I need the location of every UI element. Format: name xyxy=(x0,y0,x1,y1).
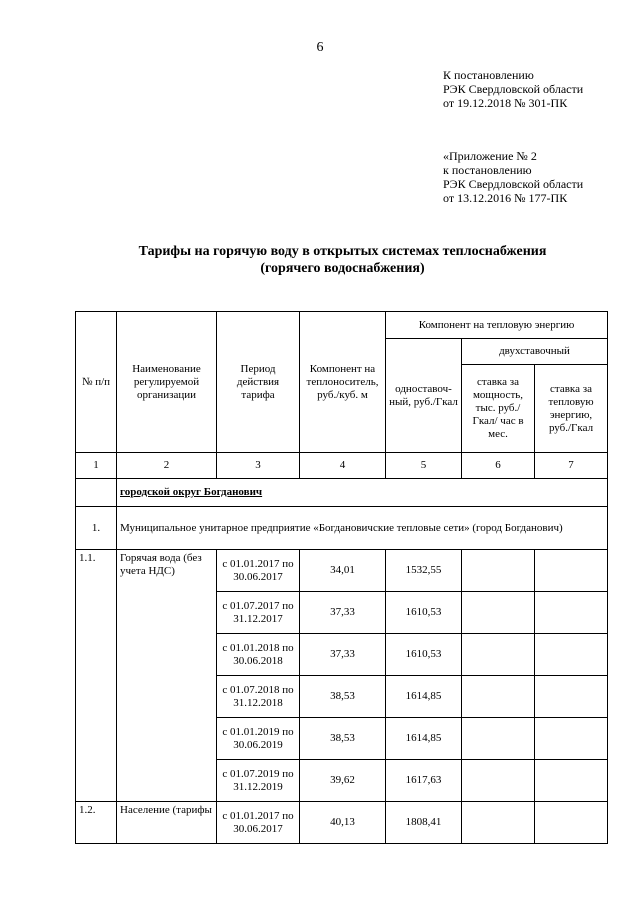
carrier-cell: 37,33 xyxy=(300,592,386,634)
carrier-cell: 39,62 xyxy=(300,760,386,802)
header-org: Наименование регулируемой организации xyxy=(117,312,217,453)
period-cell: с 01.01.2018 по 30.06.2018 xyxy=(217,634,300,676)
period-cell: с 01.07.2019 по 31.12.2019 xyxy=(217,760,300,802)
row-num: 1.2. xyxy=(76,802,117,844)
header-carrier: Компонент на теплоноситель, руб./куб. м xyxy=(300,312,386,453)
carrier-cell: 34,01 xyxy=(300,550,386,592)
col-number: 4 xyxy=(300,453,386,479)
period-cell: с 01.01.2017 по 30.06.2017 xyxy=(217,802,300,844)
section-num-cell xyxy=(76,479,117,507)
col-number: 3 xyxy=(217,453,300,479)
header-num: № п/п xyxy=(76,312,117,453)
header-energy-rate: ставка за тепловую энергию, руб./Гкал xyxy=(535,365,608,453)
document-title xyxy=(60,243,625,277)
col-number: 5 xyxy=(386,453,462,479)
header-two-part: двухставочный xyxy=(462,339,608,365)
col-number: 7 xyxy=(535,453,608,479)
header-energy: Компонент на тепловую энергию xyxy=(386,312,608,339)
tariff-table xyxy=(75,311,608,844)
col-number: 1 xyxy=(76,453,117,479)
one-part-cell: 1617,63 xyxy=(386,760,462,802)
page-number: 6 xyxy=(316,40,324,55)
period-cell: с 01.01.2019 по 30.06.2019 xyxy=(217,718,300,760)
one-part-cell: 1610,53 xyxy=(386,592,462,634)
tariff-row xyxy=(76,550,608,592)
period-cell: с 01.01.2017 по 30.06.2017 xyxy=(217,550,300,592)
header-one-part: одноставоч-ный, руб./Гкал xyxy=(386,339,462,453)
one-part-cell: 1532,55 xyxy=(386,550,462,592)
capacity-cell xyxy=(462,592,535,634)
appendix-reference: «Приложение № 2 к постановлению РЭК Свердловской области от 13.12.2016 № 177-ПК xyxy=(443,149,584,205)
capacity-cell xyxy=(462,718,535,760)
row-org-name: Горячая вода (без учета НДС) xyxy=(117,550,217,802)
energy-rate-cell xyxy=(535,676,608,718)
energy-rate-cell xyxy=(535,634,608,676)
section-title: городской округ Богданович xyxy=(117,479,608,507)
energy-rate-cell xyxy=(535,592,608,634)
energy-rate-cell xyxy=(535,718,608,760)
one-part-cell: 1614,85 xyxy=(386,676,462,718)
energy-rate-cell xyxy=(535,802,608,844)
capacity-cell xyxy=(462,802,535,844)
period-cell: с 01.07.2018 по 31.12.2018 xyxy=(217,676,300,718)
title-text: Тарифы на горячую воду в открытых системах теплоснабжения (горячего водоснабжения) xyxy=(138,244,547,276)
energy-rate-cell xyxy=(535,550,608,592)
tariff-row xyxy=(76,802,608,844)
row-org-name: Население (тарифы xyxy=(117,802,217,844)
one-part-cell: 1610,53 xyxy=(386,634,462,676)
capacity-cell xyxy=(462,760,535,802)
row-num: 1.1. xyxy=(76,550,117,802)
org-num: 1. xyxy=(76,507,117,550)
capacity-cell xyxy=(462,676,535,718)
carrier-cell: 38,53 xyxy=(300,718,386,760)
header-period: Период действия тарифа xyxy=(217,312,300,453)
one-part-cell: 1614,85 xyxy=(386,718,462,760)
col-number: 2 xyxy=(117,453,217,479)
one-part-cell: 1808,41 xyxy=(386,802,462,844)
header-capacity: ставка за мощность, тыс. руб./Гкал/ час в мес. xyxy=(462,365,535,453)
org-name: Муниципальное унитарное предприятие «Богдановичские тепловые сети» (город Богданович) xyxy=(117,507,608,550)
carrier-cell: 40,13 xyxy=(300,802,386,844)
energy-rate-cell xyxy=(535,760,608,802)
period-cell: с 01.07.2017 по 31.12.2017 xyxy=(217,592,300,634)
capacity-cell xyxy=(462,634,535,676)
col-number: 6 xyxy=(462,453,535,479)
carrier-cell: 38,53 xyxy=(300,676,386,718)
resolution-reference: К постановлению РЭК Свердловской области от 19.12.2018 № 301-ПК xyxy=(443,68,584,110)
capacity-cell xyxy=(462,550,535,592)
carrier-cell: 37,33 xyxy=(300,634,386,676)
